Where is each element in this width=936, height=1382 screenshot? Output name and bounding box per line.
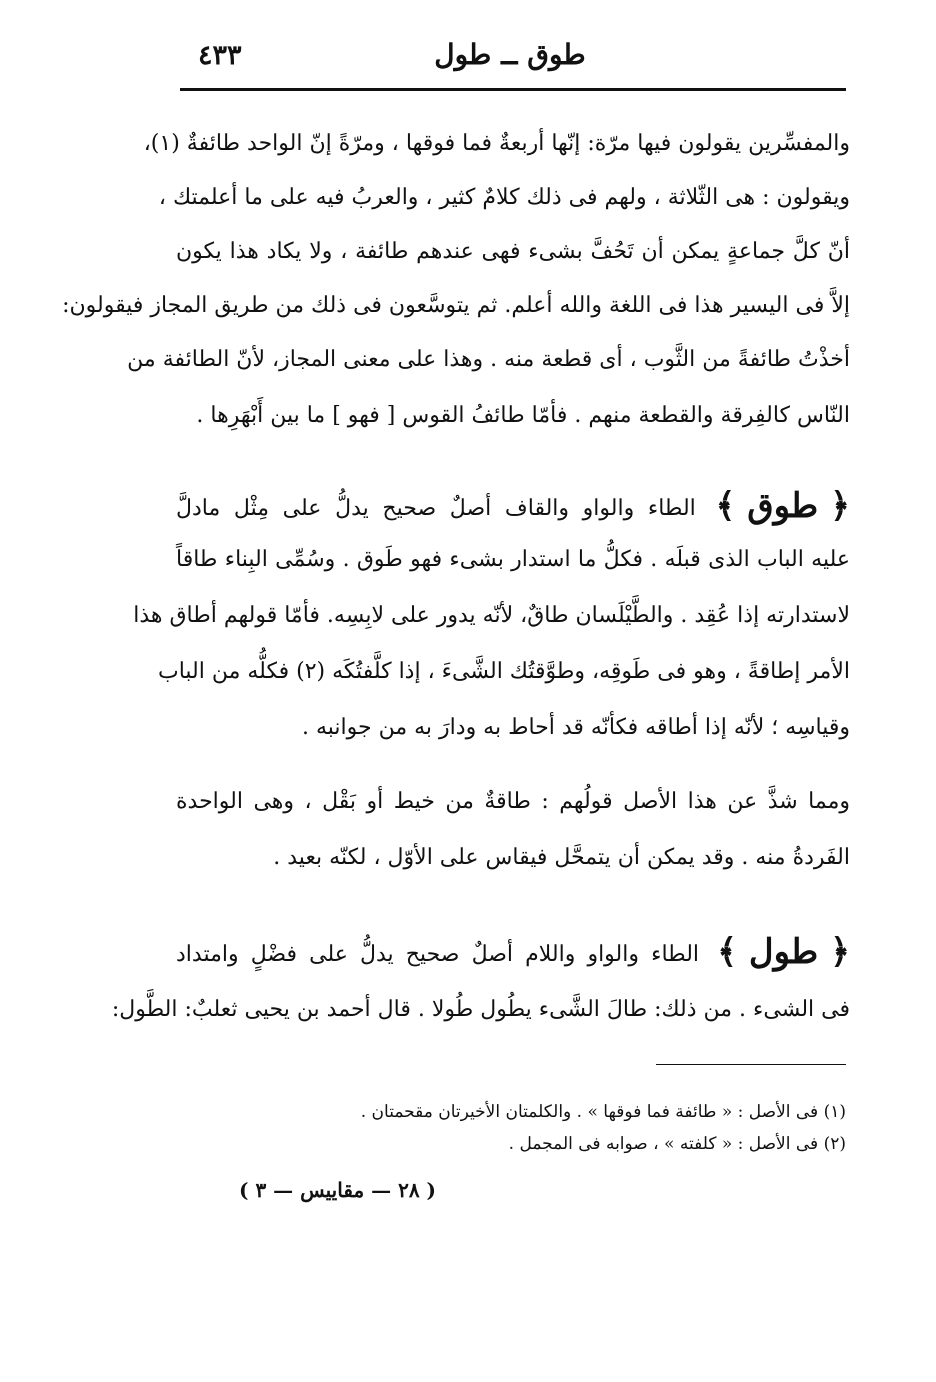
footnote-2: (٢) فى الأصل : « كلفته » ، صوابه فى المجمل .	[508, 1134, 846, 1154]
page-number: ٤٣٣	[198, 40, 242, 71]
entry-text: الطاء والواو والقاف أصلٌ صحيح يدلُّ على مِثْل مادلَّ	[176, 496, 696, 521]
text-line: الأمر إطاقةً ، وهو فى طَوقِه، وطوَّقتُك الشَّىءَ ، إذا كلَّفتُكَه (٢) فكلُّه من الباب	[157, 659, 850, 684]
text-line: ومما شذَّ عن هذا الأصل قولُهم : طاقةٌ من خيط أو بَقْل ، وهى الواحدة	[176, 789, 850, 814]
footnote-1: (١) فى الأصل : « طائفة فما فوقها » . والكلمتان الأخيرتان مقحمتان .	[360, 1102, 846, 1122]
signature-mark: ( ٢٨ — مقاييس — ٣ )	[239, 1178, 436, 1202]
entry-heading-tul: ﴿ طول ﴾	[717, 932, 850, 972]
text-line: فى الشىء . من ذلك: طالَ الشَّىء يطُول طُولا . قال أحمد بن يحيى ثعلبٌ: الطَّول:	[111, 997, 850, 1022]
text-line: لاستدارته إذا عُقِد . والطَّيْلَسان طاقٌ، لأنّه يدور على لابِسِه. فأمّا قولهم أطاق هذا	[133, 603, 850, 628]
text-line: والمفسِّرين يقولون فيها مرّة: إنّها أربعةٌ فما فوقها ، ومرّةً إنّ الواحد طائفةٌ (١)،	[143, 131, 850, 156]
entry-line-tawq	[176, 484, 850, 529]
footnote-rule	[656, 1064, 846, 1065]
text-line: وقياسِه ؛ لأنّه إذا أطاقه فكأنّه قد أحاط به ودارَ به من جوانبه .	[301, 715, 850, 740]
running-title: طوق ــ طول	[434, 38, 586, 71]
text-line: أنّ كلَّ جماعةٍ يمكن أن تَحُفَّ بشىء فهى عندهم طائفة ، ولا يكاد هذا يكون	[176, 239, 850, 264]
entry-text: الطاء والواو واللام أصلٌ صحيح يدلُّ على فضْلٍ وامتداد	[176, 942, 700, 967]
text-line: عليه الباب الذى قبلَه . فكلُّ ما استدار بشىء فهو طَوق . وسُمِّى البِناء طاقاً	[176, 547, 850, 572]
entry-heading-tawq: ﴿ طوق ﴾	[715, 486, 850, 526]
text-line: أخذْتُ طائفةً من الثَّوب ، أى قطعة منه . وهذا على معنى المجاز، لأنّ الطائفة من	[127, 347, 850, 372]
text-line: الفَردةُ منه . وقد يمكن أن يتمحَّل فيقاس على الأوّل ، لكنّه بعيد .	[273, 845, 850, 870]
text-line: إلاَّ فى اليسير هذا فى اللغة والله أعلم. ثم يتوسَّعون فى ذلك من طريق المجاز فيقولون:	[62, 293, 850, 318]
text-line: ويقولون : هى الثّلاثة ، ولهم فى ذلك كلامٌ كثير ، والعربُ فيه على ما أعلمتك ،	[158, 185, 850, 210]
entry-line-tul	[176, 930, 850, 975]
text-line: النّاس كالفِرقة والقطعة منهم . فأمّا طائفُ القوس [ فهو ] ما بين أَبْهَرِها .	[196, 403, 850, 428]
